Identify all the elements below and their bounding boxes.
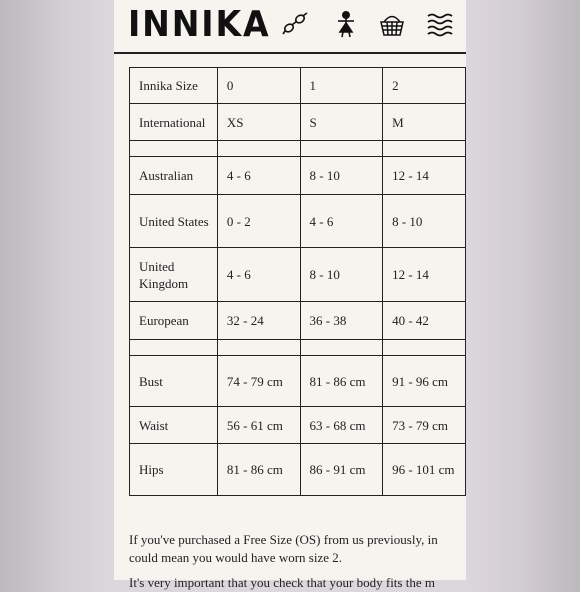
table-cell: 56 - 61 cm (217, 407, 300, 444)
table-cell: 12 - 14 (383, 248, 466, 302)
table-cell: 8 - 10 (300, 157, 383, 195)
table-row (130, 302, 466, 340)
table-row (130, 157, 466, 195)
table-cell: 4 - 6 (217, 248, 300, 302)
table-cell: 0 (217, 68, 300, 104)
table-spacer-row (130, 340, 466, 356)
row-label: International (130, 104, 218, 141)
table-cell: 8 - 10 (300, 248, 383, 302)
table-cell: XS (217, 104, 300, 141)
table-row (130, 356, 466, 407)
row-label: Hips (130, 444, 218, 496)
header (114, 0, 466, 54)
table-row (130, 407, 466, 444)
row-label: United Kingdom (130, 248, 218, 302)
table-cell: 96 - 101 cm (383, 444, 466, 496)
table-cell: 40 - 42 (383, 302, 466, 340)
table-row (130, 104, 466, 141)
table-cell: 4 - 6 (217, 157, 300, 195)
table-cell: 32 - 24 (217, 302, 300, 340)
table-cell: 81 - 86 cm (217, 444, 300, 496)
fit-note: It's very important that you check that your body fits the m (129, 575, 435, 590)
size-chart-table (129, 67, 466, 496)
table-cell: 12 - 14 (383, 157, 466, 195)
glasses-icon[interactable] (281, 10, 309, 38)
doll-figure-icon[interactable] (332, 10, 360, 38)
table-row (130, 68, 466, 104)
size-guide-page (114, 0, 466, 590)
table-spacer-row (130, 141, 466, 157)
row-label: Innika Size (130, 68, 218, 104)
table-cell: 8 - 10 (383, 195, 466, 248)
wavy-lines-icon[interactable] (425, 10, 453, 38)
table-cell: 36 - 38 (300, 302, 383, 340)
brand-logo[interactable]: INNIKA (128, 4, 271, 45)
table-cell: 63 - 68 cm (300, 407, 383, 444)
table-cell: 73 - 79 cm (383, 407, 466, 444)
table-cell: 4 - 6 (300, 195, 383, 248)
table-row (130, 248, 466, 302)
row-label: Australian (130, 157, 218, 195)
table-cell: 86 - 91 cm (300, 444, 383, 496)
table-row (130, 444, 466, 496)
table-cell: 0 - 2 (217, 195, 300, 248)
row-label: Waist (130, 407, 218, 444)
table-cell: 1 (300, 68, 383, 104)
table-cell: 91 - 96 cm (383, 356, 466, 407)
table-cell: 81 - 86 cm (300, 356, 383, 407)
basket-icon[interactable] (378, 10, 406, 38)
table-cell: S (300, 104, 383, 141)
free-size-note: If you've purchased a Free Size (OS) from us previously, in could mean you would have worn size 2. (129, 532, 438, 565)
row-label: Bust (130, 356, 218, 407)
table-cell: 2 (383, 68, 466, 104)
size-note (129, 531, 469, 592)
table-row (130, 195, 466, 248)
table-cell: M (383, 104, 466, 141)
row-label: United States (130, 195, 218, 248)
row-label: European (130, 302, 218, 340)
table-cell: 74 - 79 cm (217, 356, 300, 407)
